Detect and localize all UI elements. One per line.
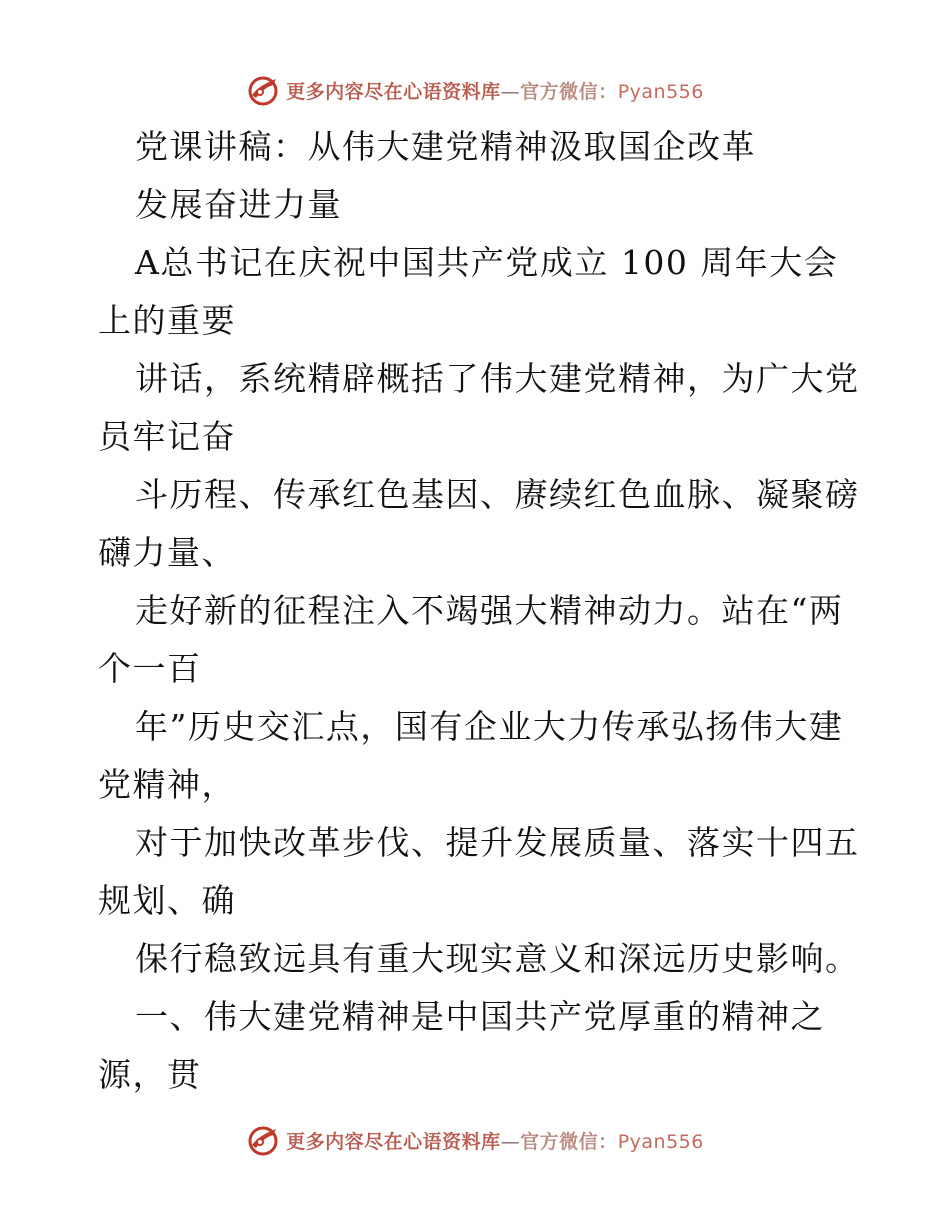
text-line: 年”历史交汇点，国有企业大力传承弘扬伟大建 xyxy=(135,707,844,746)
text-line: 规划、确 xyxy=(98,881,236,920)
text-line: 讲话，系统精辟概括了伟大建党精神，为广大党 xyxy=(135,359,860,398)
text-line: 走好新的征程注入不竭强大精神动力。站在“两 xyxy=(135,591,844,630)
footer-watermark xyxy=(0,1120,950,1160)
text-line: 党精神， xyxy=(98,765,236,804)
text-line: 上的重要 xyxy=(98,301,236,340)
text-line: 员牢记奋 xyxy=(98,417,236,456)
text-line: 个一百 xyxy=(98,649,202,688)
text-line: 礴力量、 xyxy=(98,533,236,572)
title-line-1: 党课讲稿：从伟大建党精神汲取国企改革 xyxy=(135,127,756,166)
text-line: 对于加快改革步伐、提升发展质量、落实十四五 xyxy=(135,823,860,862)
header-watermark xyxy=(0,70,950,110)
logo-icon xyxy=(246,1123,280,1157)
watermark-wechat-id: Pyan556 xyxy=(617,80,704,103)
watermark-wechat-label: 官方微信： xyxy=(520,1130,618,1153)
watermark-separator: — xyxy=(500,1130,521,1153)
watermark-wechat-id: Pyan556 xyxy=(617,1130,704,1153)
document-body xyxy=(98,118,858,1104)
section-heading-line: 一、伟大建党精神是中国共产党厚重的精神之 xyxy=(135,997,825,1036)
logo-icon xyxy=(246,73,280,107)
watermark-wechat-label: 官方微信： xyxy=(520,80,618,103)
text-line: 保行稳致远具有重大现实意义和深远历史影响。 xyxy=(135,939,860,978)
text-line: 源，贯 xyxy=(98,1055,202,1094)
text-line: 斗历程、传承红色基因、赓续红色血脉、凝聚磅 xyxy=(135,475,860,514)
title-line-2: 发展奋进力量 xyxy=(135,185,342,224)
watermark-brand: 更多内容尽在心语资料库 xyxy=(286,1130,501,1153)
text-line: A总书记在庆祝中国共产党成立 100 周年大会 xyxy=(135,243,839,282)
watermark-brand: 更多内容尽在心语资料库 xyxy=(286,80,501,103)
watermark-separator: — xyxy=(500,80,521,103)
